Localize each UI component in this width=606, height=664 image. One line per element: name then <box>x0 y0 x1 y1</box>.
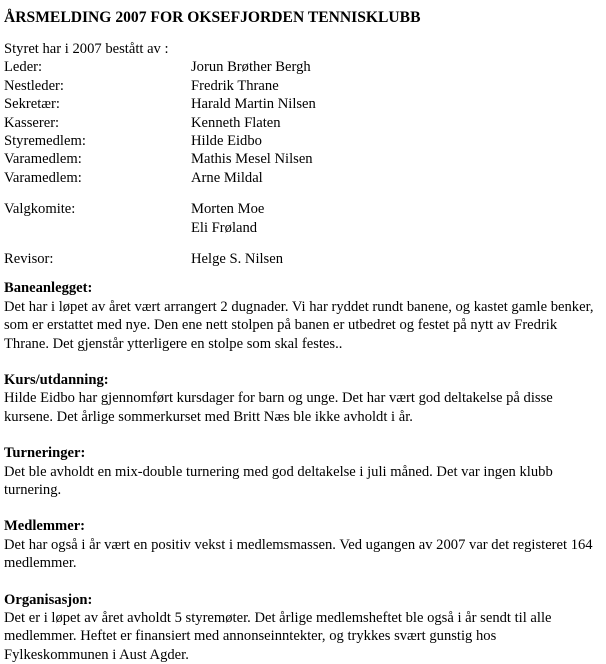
roster-row-varamedlem-1 <box>4 150 604 168</box>
member-name: Jorun Brøther Bergh <box>191 59 311 76</box>
section-heading: Baneanlegget: <box>4 280 93 297</box>
document-page <box>4 8 604 664</box>
roster-row-styremedlem <box>4 132 604 150</box>
roster-row-varamedlem-2 <box>4 169 604 187</box>
role-label: Valgkomite: <box>4 201 76 218</box>
section-body: Det har i løpet av året vært arrangert 2 dugnader. Vi har ryddet rundt banene, og kastet gamle benker, som er erstattet med nye. Den ene nett stolpen på banen er utbedret og festet på nytt av Fredrik Thrane. Det gjenstår ytterligere en stolpe som skal festes.. <box>4 298 594 352</box>
roster-row-sekretaer <box>4 95 604 113</box>
member-name: Eli Frøland <box>191 219 258 236</box>
section-baneanlegget <box>4 279 604 353</box>
member-name: Hilde Eidbo <box>191 132 262 149</box>
member-name: Kenneth Flaten <box>191 114 281 131</box>
member-name: Helge S. Nilsen <box>191 250 284 267</box>
section-heading: Kurs/utdanning: <box>4 371 109 388</box>
role-label: Kasserer: <box>4 114 60 131</box>
board-roster <box>4 58 604 187</box>
section-heading: Turneringer: <box>4 445 86 462</box>
roster-row-nestleder <box>4 77 604 95</box>
section-kurs-utdanning <box>4 371 604 426</box>
roster-row-leder <box>4 58 604 76</box>
member-name: Arne Mildal <box>191 169 263 186</box>
section-body: Det har også i år vært en positiv vekst i medlemsmassen. Ved ugangen av 2007 var det registeret 164 medlemmer. <box>4 536 593 572</box>
section-body: Hilde Eidbo har gjennomført kursdager for barn og unge. Det har vært god deltakelse på disse kursene. Det årlige sommerkurset med Britt Næs ble ikke avholdt i år. <box>4 390 553 425</box>
section-heading: Medlemmer: <box>4 518 86 535</box>
section-medlemmer <box>4 517 604 572</box>
section-organisasjon <box>4 591 604 664</box>
section-turneringer <box>4 444 604 499</box>
role-label: Nestleder: <box>4 77 64 94</box>
section-heading: Organisasjon: <box>4 591 93 608</box>
member-name: Morten Moe <box>191 201 265 218</box>
role-label: Leder: <box>4 59 43 76</box>
valgkomite-names <box>191 200 264 237</box>
role-label: Sekretær: <box>4 96 60 113</box>
member-name: Fredrik Thrane <box>191 77 279 94</box>
board-intro: Styret har i 2007 bestått av : <box>4 41 169 57</box>
document-title: ÅRSMELDING 2007 FOR OKSEFJORDEN TENNISKLUBB <box>4 9 421 26</box>
roster-row-kasserer <box>4 114 604 132</box>
role-label: Revisor: <box>4 250 54 267</box>
section-body: Det er i løpet av året avholdt 5 styremøter. Det årlige medlemsheftet ble også i år sendt til alle medlemmer. Heftet er finansiert med annonseinntekter, og trykkes svært gunstig hos Fylkeskommunen i Aust Agder. <box>4 609 552 663</box>
role-label: Styremedlem: <box>4 132 86 149</box>
member-name: Mathis Mesel Nilsen <box>191 151 313 168</box>
member-name: Harald Martin Nilsen <box>191 96 316 113</box>
valgkomite-row <box>4 200 604 237</box>
role-label: Varamedlem: <box>4 169 82 186</box>
section-body: Det ble avholdt en mix-double turnering med god deltakelse i juli måned. Det var ingen klubb turnering. <box>4 463 553 498</box>
revisor-row <box>4 250 604 268</box>
role-label: Varamedlem: <box>4 151 82 168</box>
